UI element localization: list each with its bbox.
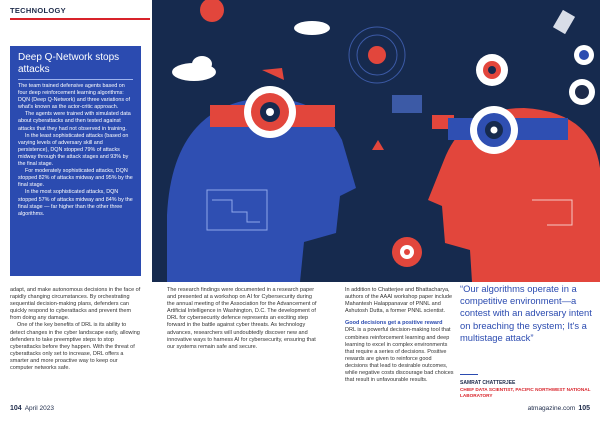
subheading: Good decisions get a positive reward (345, 320, 443, 327)
footer-right (528, 405, 590, 412)
body-paragraph: adapt, and make autonomous decisions in the face of rapidly changing circumstances. By orchestrating sequential decision-making plans, defenders can quickly respond to cyberattacks and prevent them from doing any damage. (10, 287, 141, 322)
pull-quote: “Our algorithms operate in a competitive environment—a contest with an adversary intent on breaching the system; It's a multistage attack” (460, 283, 592, 343)
body-column-2 (167, 287, 317, 351)
sidebar-box (10, 46, 141, 276)
body-column-1 (10, 287, 142, 372)
section-rule (10, 18, 150, 20)
body-column-3 (345, 287, 455, 384)
page-number-right: 105 (578, 405, 590, 412)
sidebar-paragraph: The team trained defensive agents based on four deep reinforcement learning algorithms: DQN (Deep Q-Network) and three variations of what's known as the actor-critic approach. (18, 83, 131, 111)
sidebar-paragraph: The agents were trained with simulated data about cyberattacks and then tested against attacks that they had not observed in training. (18, 111, 131, 132)
body-paragraph: The research findings were documented in a research paper and presented at a workshop on AI for Cybersecurity during the annual meeting of the Association for the Advancement of Artificial Intelligence in Washington, D.C. The development of DRL for cybersecurity defence represents an exciting step forward in the battle against cyber threats. As technology advances, researchers will undoubtedly discover new and innovative ways to harness AI for cybersecurity, ensuring that our systems remain safe and secure. (167, 287, 317, 350)
body-paragraph: One of the key benefits of DRL is its ability to detect changes in the cyber landscape early, allowing defenders to take preemptive steps to stop cyberattacks before they happen. With the threat of cyberattacks only set to increase, DRL offers a smarter and more proactive way to keep our computer networks safe. (10, 322, 140, 372)
body-paragraph: In addition to Chatterjee and Bhattacharya, authors of the AAAI workshop paper include Mahantesh Halappanavar of PNNL and Ashutosh Dutta, a former PNNL scientist. (345, 287, 453, 315)
sidebar-paragraph: In the least sophisticated attacks (based on varying levels of adversary skill and persistence), DQN stopped 79% of attacks midway through the attack stages and 93% by the final stage. (18, 132, 129, 168)
sidebar-paragraph: For moderately sophisticated attacks, DQN stopped 82% of attacks midway and 95% by the final stage. (18, 168, 133, 189)
quote-attribution-role: CHIEF DATA SCIENTIST, PACIFIC NORTHWEST NATIONAL LABORATORY (460, 387, 591, 398)
ai-faces-artwork (152, 0, 600, 282)
body-paragraph: DRL is a powerful decision-making tool that combines reinforcement learning and deep learning to excel in complex environments that require a series of decisions. Positive rewards are given to reinforce good decisions that lead to desirable outcomes, while negative costs discourage bad choices that result in unfavourable results. (345, 327, 454, 384)
pull-quote-rule (460, 374, 478, 375)
sidebar-rule (18, 79, 133, 80)
page-number-left: 104 (10, 405, 22, 412)
sidebar-title: Deep Q-Network stops attacks (18, 52, 120, 75)
hero-illustration (152, 0, 600, 282)
issue-date: April 2023 (24, 405, 54, 412)
site-url: atmagazine.com (527, 405, 576, 412)
footer-left (10, 405, 54, 412)
quote-attribution-name: SAMRAT CHATTERJEE (460, 380, 516, 386)
section-label: TECHNOLOGY (10, 6, 66, 15)
sidebar-paragraph: In the most sophisticated attacks, DQN stopped 57% of attacks midway and 84% by the final stage — far higher than the other three algorithms. (18, 189, 133, 217)
